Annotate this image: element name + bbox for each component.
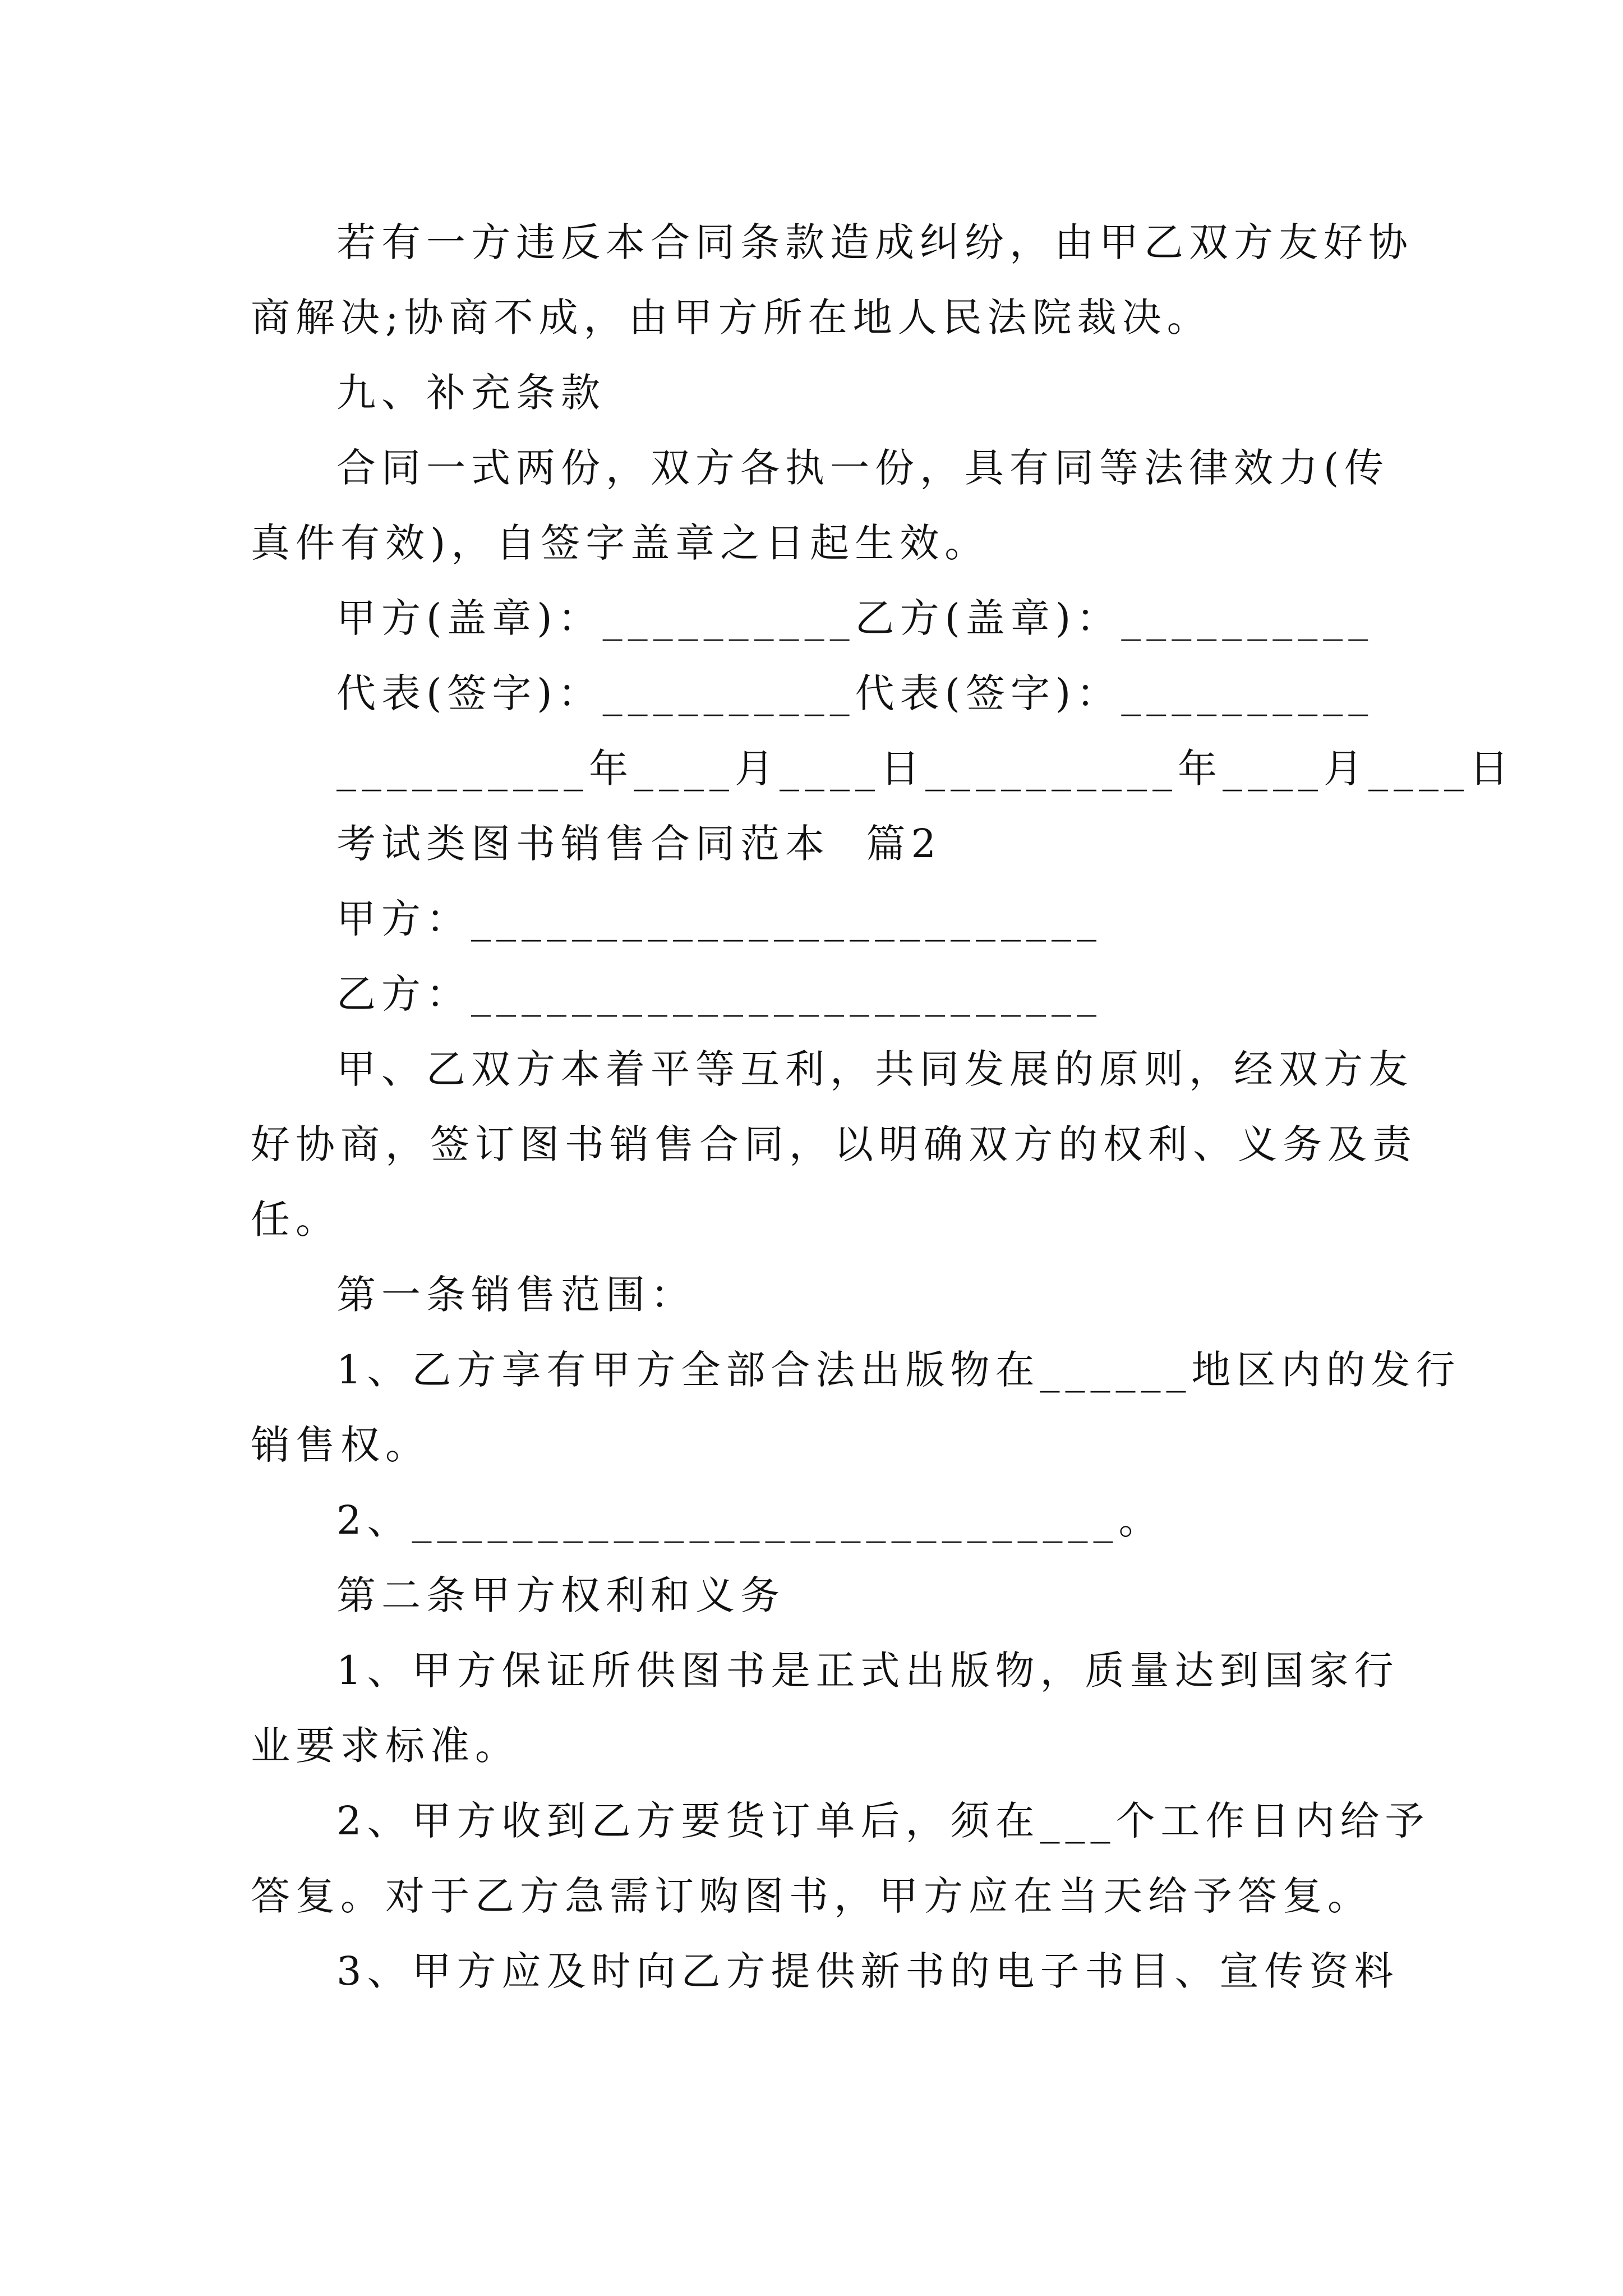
section-heading: 第一条销售范围： bbox=[336, 1272, 695, 1318]
paragraph-line: 好协商，签订图书销售合同，以明确双方的权利、义务及责 bbox=[251, 1121, 1417, 1167]
paragraph-line: 若有一方违反本合同条款造成纠纷，由甲乙双方友好协 bbox=[336, 219, 1413, 265]
paragraph-line: 商解决;协商不成，由甲方所在地人民法院裁决。 bbox=[251, 295, 1212, 341]
party-a-line: 甲方：_________________________ bbox=[336, 896, 1102, 942]
signature-line-seal: 甲方(盖章)：__________乙方(盖章)：__________ bbox=[336, 595, 1374, 641]
section-heading: 第二条甲方权利和义务 bbox=[336, 1572, 785, 1618]
paragraph-line: 1、乙方享有甲方全部合法出版物在______地区内的发行 bbox=[336, 1347, 1461, 1393]
section-heading: 九、补充条款 bbox=[336, 370, 606, 416]
paragraph-line: 真件有效)，自签字盖章之日起生效。 bbox=[251, 520, 990, 566]
party-b-line: 乙方：_________________________ bbox=[336, 971, 1102, 1017]
paragraph-line: 合同一式两份，双方各执一份，具有同等法律效力(传 bbox=[336, 445, 1390, 491]
signature-line-representative: 代表(签字)：__________代表(签字)：__________ bbox=[336, 670, 1374, 716]
document-title: 考试类图书销售合同范本 篇2 bbox=[336, 821, 942, 867]
paragraph-line: 2、____________________________。 bbox=[336, 1497, 1164, 1543]
paragraph-line: 3、甲方应及时向乙方提供新书的电子书目、宣传资料 bbox=[336, 1948, 1399, 1994]
paragraph-line: 甲、乙双方本着平等互利，共同发展的原则，经双方友 bbox=[336, 1046, 1413, 1092]
paragraph-line: 1、甲方保证所供图书是正式出版物，质量达到国家行 bbox=[336, 1648, 1399, 1694]
date-line: __________年____月____日__________年____月____日 bbox=[336, 746, 1514, 792]
paragraph-line: 业要求标准。 bbox=[251, 1723, 520, 1769]
paragraph-line: 2、甲方收到乙方要货订单后，须在___个工作日内给予 bbox=[336, 1798, 1430, 1844]
paragraph-line: 销售权。 bbox=[251, 1422, 430, 1468]
paragraph-line: 任。 bbox=[251, 1197, 340, 1243]
paragraph-line: 答复。对于乙方急需订购图书，甲方应在当天给予答复。 bbox=[251, 1873, 1372, 1919]
